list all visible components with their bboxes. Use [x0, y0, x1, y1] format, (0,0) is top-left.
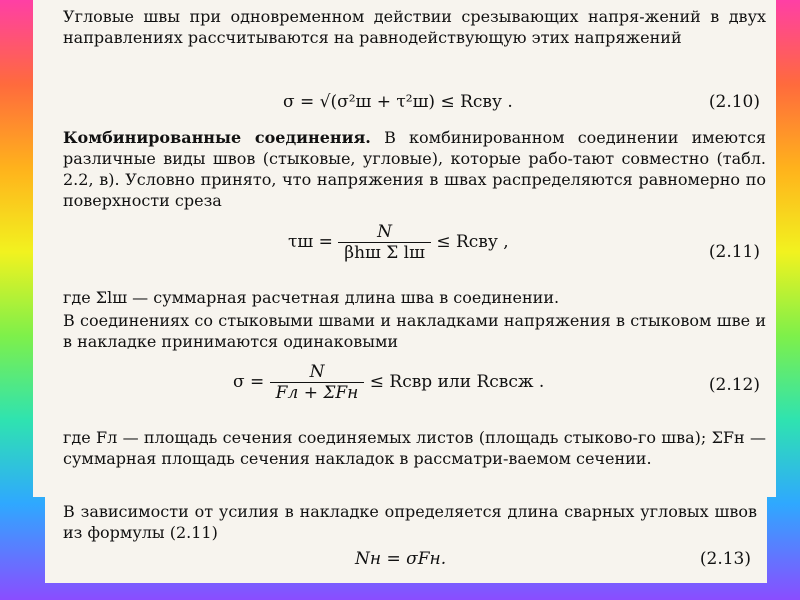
paragraph-5: где Fл — площадь сечения соединяемых листов (площадь стыково-го шва); ΣFн — суммарная площадь сечения накладок в рассматри-ваемом сечении.	[63, 428, 766, 468]
scanned-page-top	[33, 0, 776, 497]
equation-2-10-number: (2.10)	[708, 92, 760, 112]
eq-2-12-lhs: σ =	[233, 372, 265, 392]
equation-2-12-number: (2.12)	[708, 375, 760, 395]
paragraph-2-text: В комбинированном соединении имеются различные виды швов (стыковые, угловые), которые рабо-тают совместно (табл. 2.2, в). Условно принято, что напряжения в швах распределяются равномерно по поверхности среза	[63, 128, 766, 210]
eq-2-12-fraction	[270, 362, 365, 403]
eq-2-11-denominator: βhш Σ lш	[344, 243, 425, 263]
paragraph-6: В зависимости от усилия в накладке определяется длина сварных угловых швов из формулы (2.11)	[63, 502, 757, 542]
paragraph-4: В соединениях со стыковыми швами и накладками напряжения в стыковом шве и в накладке принимаются одинаковыми	[63, 311, 766, 351]
equation-2-13-number: (2.13)	[699, 549, 751, 569]
paragraph-2	[63, 127, 766, 211]
equation-2-12	[233, 362, 544, 403]
equation-2-13: Nн = σFн.	[355, 549, 447, 569]
equation-2-11-number: (2.11)	[708, 242, 760, 262]
eq-2-12-rhs: ≤ Rсвр или Rсвсж .	[369, 372, 545, 392]
eq-2-11-numerator: N	[338, 222, 431, 243]
eq-2-12-numerator: N	[270, 362, 365, 383]
equation-2-11	[288, 222, 509, 263]
eq-2-11-rhs: ≤ Rсву ,	[436, 232, 509, 252]
section-heading: Комбинированные соединения.	[63, 128, 371, 147]
eq-2-11-lhs: τш =	[288, 232, 333, 252]
scanned-page-bottom	[45, 497, 767, 583]
paragraph-1: Угловые швы при одновременном действии срезывающих напря-жений в двух направлениях рассчитываются на равнодействующую этих напряжений	[63, 7, 766, 47]
eq-2-12-denominator: Fл + ΣFн	[275, 383, 359, 403]
paragraph-3: где Σlш — суммарная расчетная длина шва в соединении.	[63, 288, 560, 307]
eq-2-11-fraction	[338, 222, 431, 263]
equation-2-10: σ = √(σ²ш + τ²ш) ≤ Rсву .	[283, 92, 513, 112]
